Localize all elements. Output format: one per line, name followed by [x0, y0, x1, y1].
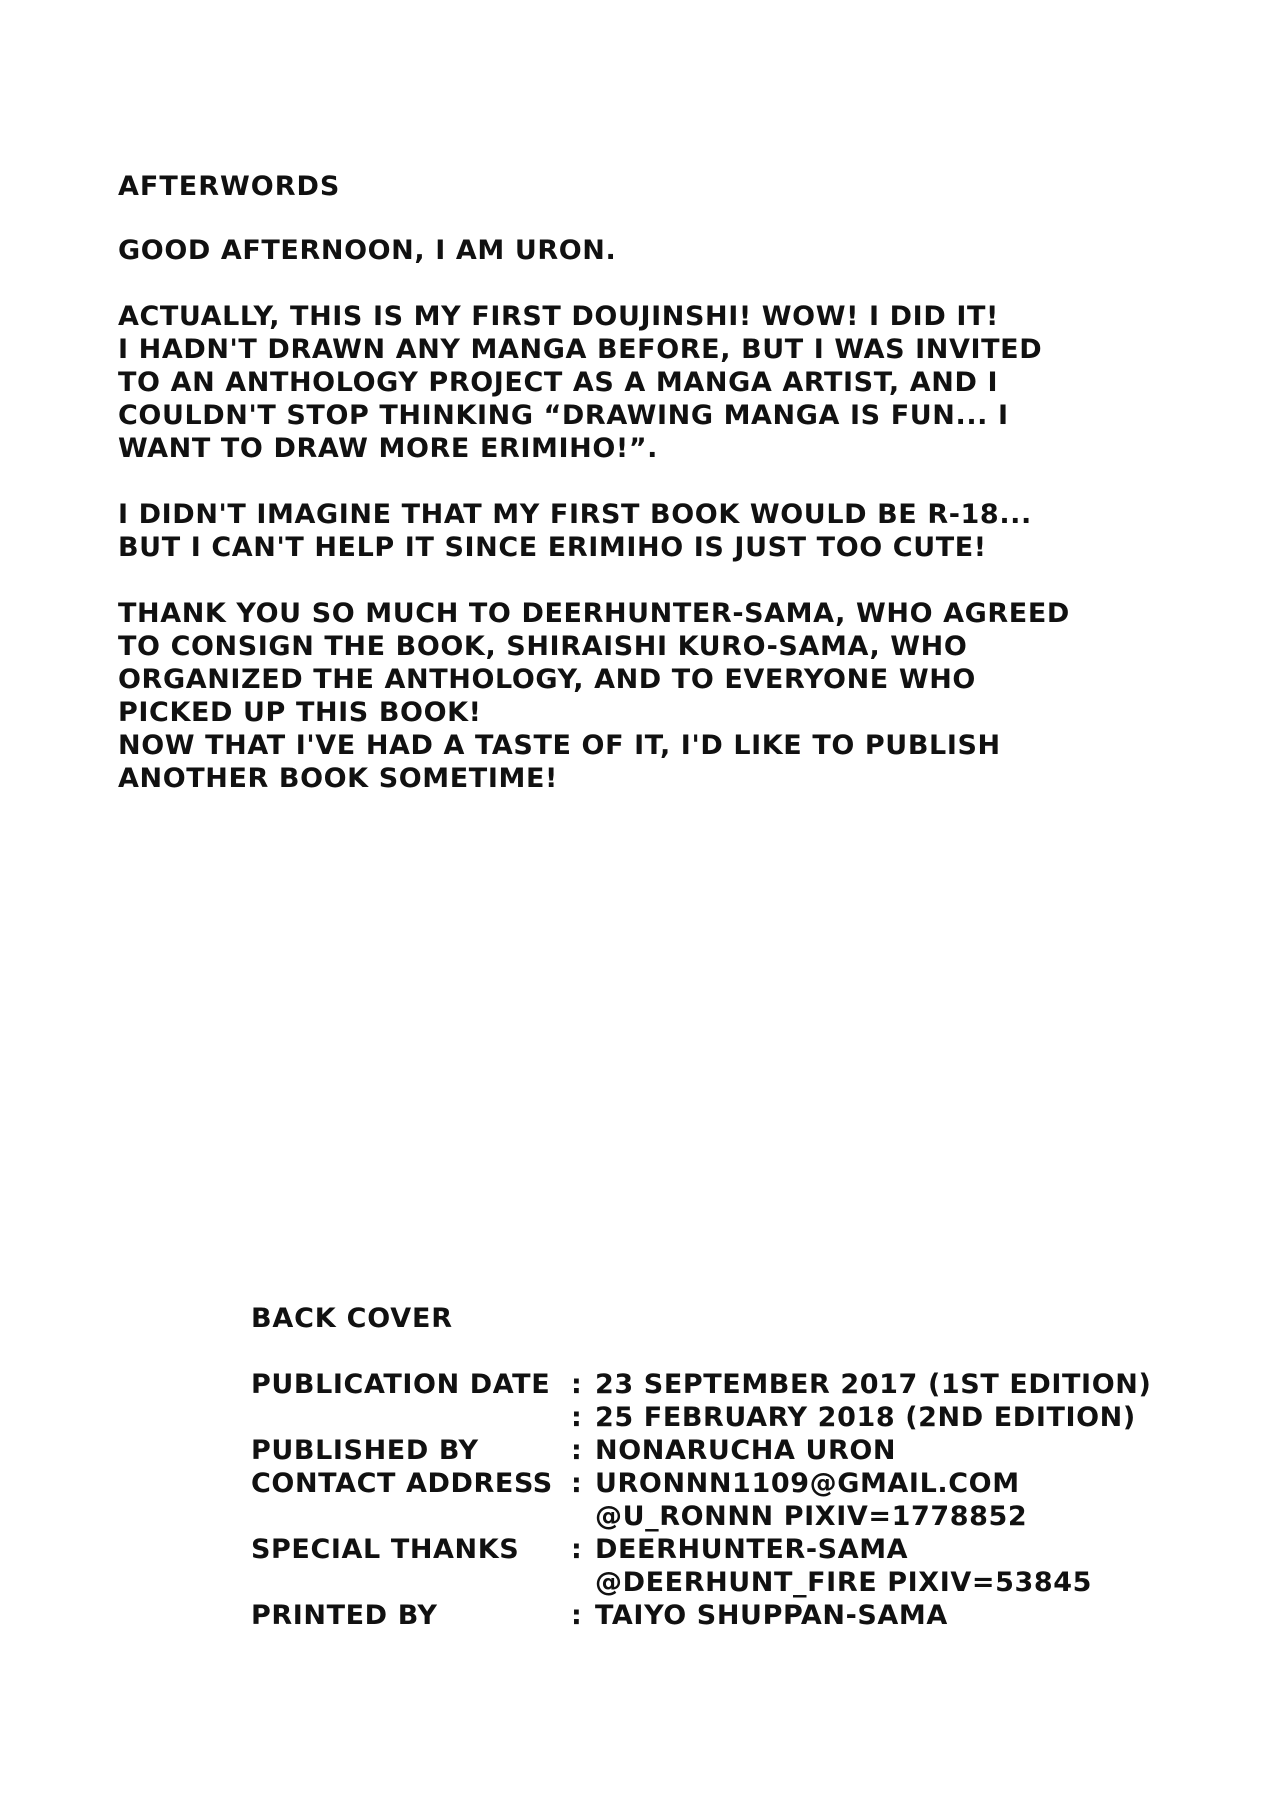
colophon-value: NONARUCHA URON	[595, 1435, 897, 1466]
afterwords-line: ANOTHER BOOK SOMETIME!	[118, 763, 558, 794]
colophon-row-publication-date	[251, 1368, 1231, 1401]
colophon-label: PUBLICATION DATE	[251, 1369, 551, 1400]
colophon-label: PUBLISHED BY	[251, 1435, 479, 1466]
colophon-row-special-thanks	[251, 1533, 1231, 1566]
colophon-label	[251, 1401, 571, 1434]
afterwords-line: TO AN ANTHOLOGY PROJECT AS A MANGA ARTIST, AND I	[118, 367, 999, 398]
afterwords-line: COULDN'T STOP THINKING “DRAWING MANGA IS FUN... I	[118, 400, 1009, 431]
colophon-separator	[571, 1500, 595, 1533]
afterwords-paragraph-greeting	[118, 234, 1178, 267]
colophon-row-printed-by	[251, 1599, 1231, 1632]
colophon-separator: :	[571, 1435, 583, 1466]
colophon-row-special-thanks-2	[251, 1566, 1231, 1599]
colophon-value: URONNN1109@GMAIL.COM	[595, 1468, 1020, 1499]
colophon-value: 23 SEPTEMBER 2017 (1ST EDITION)	[595, 1369, 1152, 1400]
afterwords-line: I HADN'T DRAWN ANY MANGA BEFORE, BUT I WAS INVITED	[118, 334, 1043, 365]
colophon-label: PRINTED BY	[251, 1600, 438, 1631]
colophon-label	[251, 1566, 571, 1599]
colophon-separator: :	[571, 1402, 583, 1433]
afterwords-line: ORGANIZED THE ANTHOLOGY, AND TO EVERYONE WHO	[118, 664, 976, 695]
afterwords-heading: AFTERWORDS	[118, 171, 341, 202]
afterwords-line: I DIDN'T IMAGINE THAT MY FIRST BOOK WOULD BE R-18...	[118, 499, 1032, 530]
colophon-separator: :	[571, 1468, 583, 1499]
afterwords-line: THANK YOU SO MUCH TO DEERHUNTER-SAMA, WHO AGREED	[118, 598, 1070, 629]
afterwords-line: BUT I CAN'T HELP IT SINCE ERIMIHO IS JUST TOO CUTE!	[118, 532, 987, 563]
colophon-row-contact-address	[251, 1467, 1231, 1500]
afterwords-section	[118, 170, 1178, 828]
colophon-value: @U_RONNN PIXIV=1778852	[595, 1501, 1028, 1532]
colophon-value: TAIYO SHUPPAN-SAMA	[595, 1600, 948, 1631]
colophon-value: 25 FEBRUARY 2018 (2ND EDITION)	[595, 1402, 1136, 1433]
colophon-label	[251, 1500, 571, 1533]
afterwords-line: TO CONSIGN THE BOOK, SHIRAISHI KURO-SAMA, WHO	[118, 631, 968, 662]
colophon-separator	[571, 1566, 595, 1599]
afterwords-paragraph-first-doujinshi	[118, 300, 1178, 465]
afterwords-paragraph-r18	[118, 498, 1178, 564]
colophon-separator: :	[571, 1369, 583, 1400]
colophon-value: DEERHUNTER-SAMA	[595, 1534, 909, 1565]
afterwords-line: WANT TO DRAW MORE ERIMIHO!”.	[118, 433, 659, 464]
afterwords-paragraph-thanks	[118, 597, 1178, 795]
colophon-value: @DEERHUNT_FIRE PIXIV=53845	[595, 1567, 1092, 1598]
afterwords-line: PICKED UP THIS BOOK!	[118, 697, 482, 728]
afterwords-line: ACTUALLY, THIS IS MY FIRST DOUJINSHI! WOW! I DID IT!	[118, 301, 999, 332]
colophon-section	[251, 1302, 1231, 1632]
colophon-separator: :	[571, 1600, 583, 1631]
colophon-title: BACK COVER	[251, 1303, 453, 1334]
colophon-label: CONTACT ADDRESS	[251, 1468, 553, 1499]
colophon-row-published-by	[251, 1434, 1231, 1467]
colophon-row-contact-address-2	[251, 1500, 1231, 1533]
colophon-separator: :	[571, 1534, 583, 1565]
colophon-label: SPECIAL THANKS	[251, 1534, 520, 1565]
afterwords-line: GOOD AFTERNOON, I AM URON.	[118, 235, 617, 266]
colophon-row-publication-date-2	[251, 1401, 1231, 1434]
afterwords-line: NOW THAT I'VE HAD A TASTE OF IT, I'D LIKE TO PUBLISH	[118, 730, 1001, 761]
